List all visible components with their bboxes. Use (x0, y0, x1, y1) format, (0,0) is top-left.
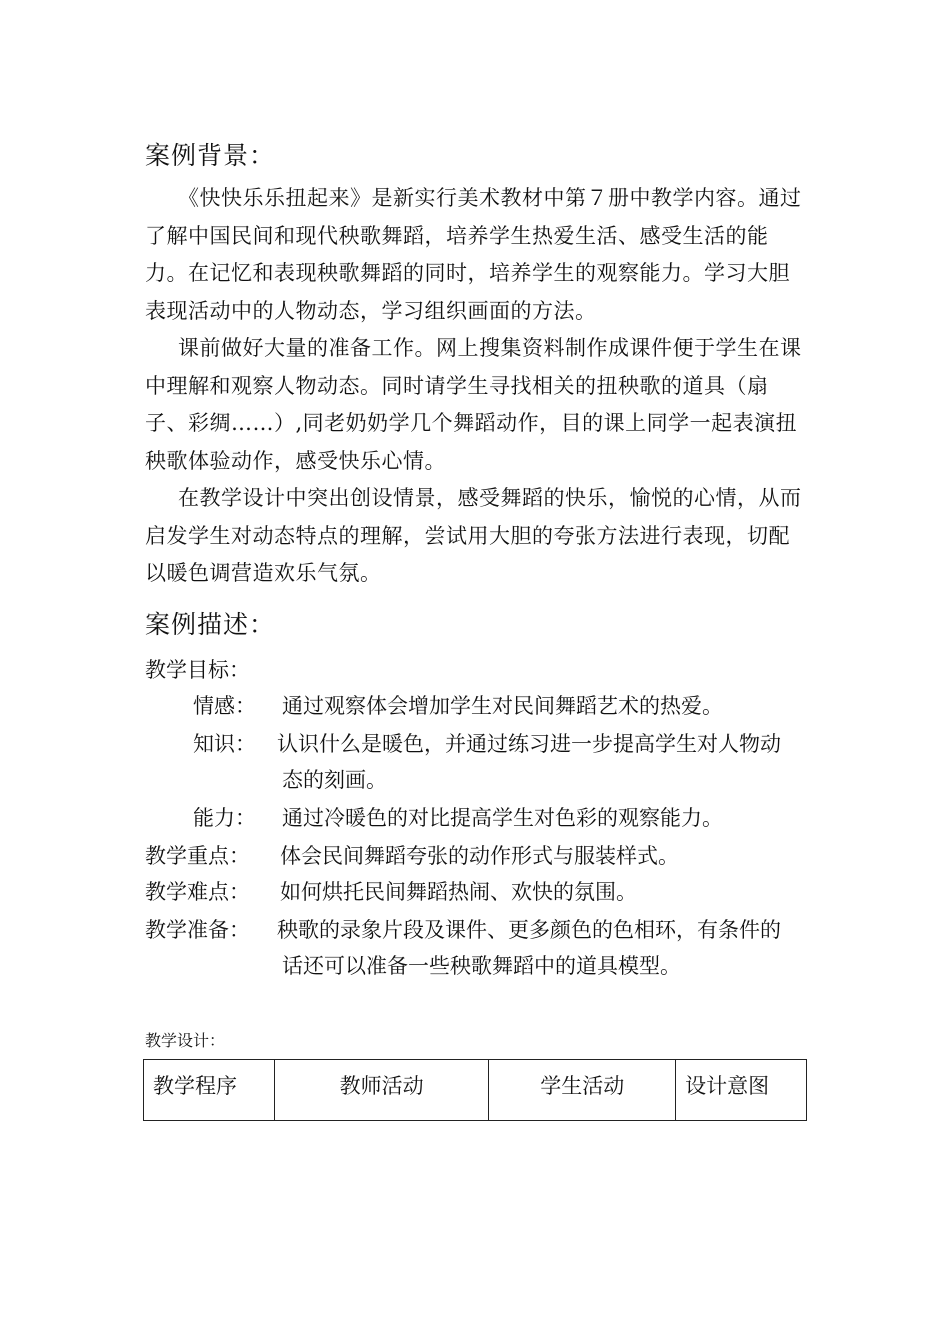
difficulty-text: 如何烘托民间舞蹈热闹、欢快的氛围。 (280, 880, 637, 904)
background-heading: 案例背景： (145, 141, 276, 170)
goal-knowledge-label: 知识： (193, 732, 256, 756)
background-paragraph-2: 课前做好大量的准备工作。网上搜集资料制作成课件便于学生在课中理解和观察人物动态。同时请学生寻找相关的扭秧歌的道具（扇子、彩绸……）,同老奶奶学几个舞蹈动作，目的课上同学一起表演扭秧歌体验动作，感受快乐心情。 (145, 336, 802, 473)
description-heading: 案例描述： (145, 610, 276, 639)
preparation-label: 教学准备： (145, 918, 250, 942)
preparation-text-line2: 话还可以准备一些秧歌舞蹈中的道具模型。 (282, 954, 681, 978)
goal-knowledge-text-line1: 认识什么是暖色，并通过练习进一步提高学生对人物动 (277, 732, 781, 756)
column-procedure: 教学程序 (144, 1060, 275, 1121)
column-student-activity: 学生活动 (489, 1060, 676, 1121)
design-table (143, 1059, 807, 1121)
background-paragraph-3: 在教学设计中突出创设情景，感受舞蹈的快乐，愉悦的心情，从而启发学生对动态特点的理解，尝试用大胆的夸张方法进行表现，切配以暖色调营造欢乐气氛。 (145, 486, 802, 585)
design-label: 教学设计： (145, 1031, 226, 1050)
key-point-text: 体会民间舞蹈夸张的动作形式与服装样式。 (280, 844, 679, 868)
difficulty-label: 教学难点： (145, 880, 250, 904)
table-header-row (144, 1060, 807, 1121)
goal-ability-text: 通过冷暖色的对比提高学生对色彩的观察能力。 (282, 806, 723, 830)
column-design-intent: 设计意图 (676, 1060, 807, 1121)
background-paragraph-1: 《快快乐乐扭起来》是新实行美术教材中第７册中教学内容。通过了解中国民间和现代秧歌舞蹈，培养学生热爱生活、感受生活的能力。在记忆和表现秧歌舞蹈的同时，培养学生的观察能力。学习大胆表现活动中的人物动态，学习组织画面的方法。 (145, 186, 802, 323)
goal-knowledge-text-line2: 态的刻画。 (282, 768, 387, 792)
preparation-text-line1: 秧歌的录象片段及课件、更多颜色的色相环，有条件的 (277, 918, 781, 942)
column-teacher-activity: 教师活动 (274, 1060, 489, 1121)
goal-ability-label: 能力： (193, 806, 256, 830)
key-point-label: 教学重点： (145, 844, 250, 868)
goal-emotion-label: 情感： (193, 694, 256, 718)
goal-emotion-text: 通过观察体会增加学生对民间舞蹈艺术的热爱。 (282, 694, 723, 718)
goals-label: 教学目标： (145, 658, 250, 682)
